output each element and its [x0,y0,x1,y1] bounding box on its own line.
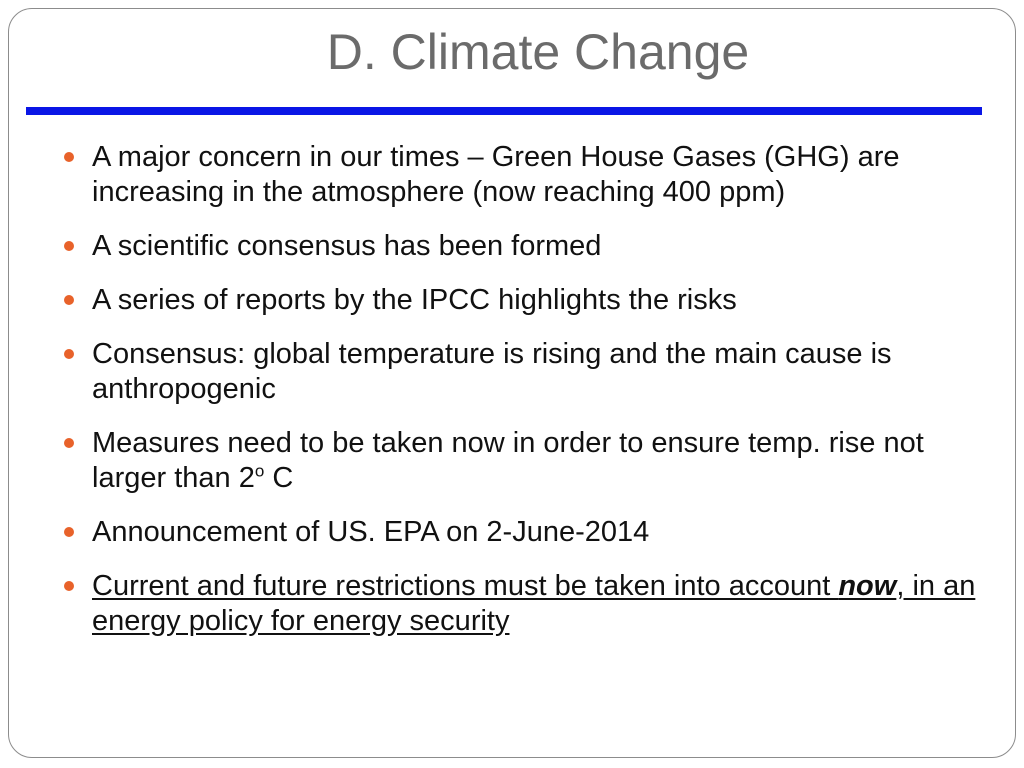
bullet-text: A series of reports by the IPCC highlights the risks [92,284,737,316]
bullet-text: A scientific consensus has been formed [92,230,602,262]
bullet-text-main: Current and future restrictions must be taken into account [92,570,839,602]
bullet-item [62,569,982,639]
bullet-text: Consensus: global temperature is rising and the main cause is anthropogenic [92,338,892,405]
bullet-dot-icon [64,349,74,359]
bullet-text: Announcement of US. EPA on 2-June-2014 [92,516,650,548]
bullet-dot-icon [64,241,74,251]
bullet-dot-icon [64,152,74,162]
bullet-text [92,427,924,494]
bullet-list [62,140,982,658]
bullet-item [62,229,982,264]
bullet-item [62,283,982,318]
bullet-text-end: , in an energy policy for energy security [92,570,976,637]
bullet-dot-icon [64,527,74,537]
degree-superscript: o [254,461,265,481]
bullet-dot-icon [64,295,74,305]
bullet-item [62,140,982,210]
emphasis-now: now [838,570,897,602]
bullet-item [62,426,982,496]
bullet-item [62,515,982,550]
slide-title: D. Climate Change [326,24,750,80]
bullet-text-unit: C [264,462,294,494]
bullet-text-underlined [92,570,975,637]
bullet-dot-icon [64,581,74,591]
bullet-item [62,337,982,407]
bullet-dot-icon [64,438,74,448]
bullet-text-main: Measures need to be taken now in order to ensure temp. rise not larger than 2 [92,427,924,494]
title-divider [26,107,982,115]
bullet-text: A major concern in our times – Green House Gases (GHG) are increasing in the atmosphere (now reaching 400 ppm) [92,141,900,208]
